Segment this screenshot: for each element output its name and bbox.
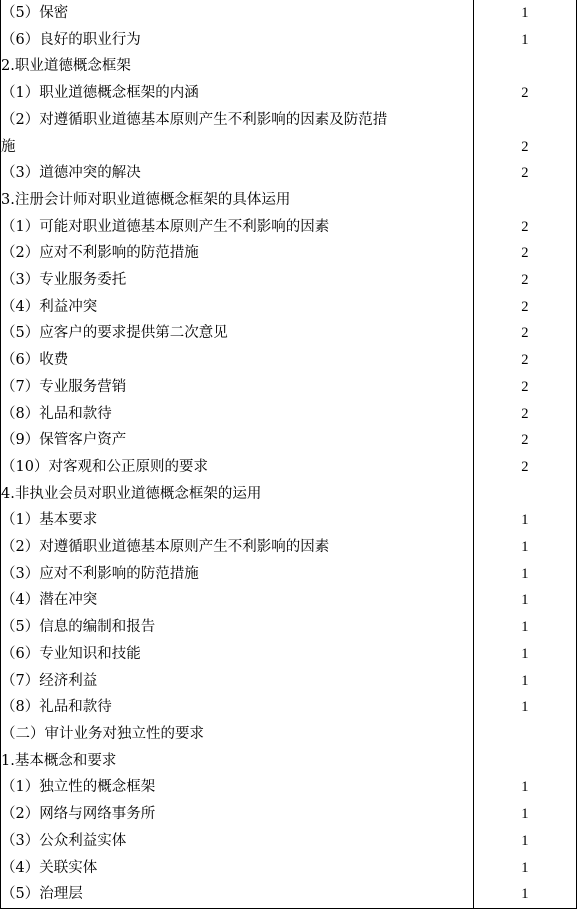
level-value: 1 xyxy=(473,561,576,588)
section-heading: （二）审计业务对独立性的要求 xyxy=(1,721,474,748)
table-row xyxy=(1,347,577,374)
topic-item: （5）应客户的要求提供第二次意见 xyxy=(1,320,474,347)
level-value: 1 xyxy=(473,668,576,695)
level-value: 1 xyxy=(473,0,576,27)
table-row xyxy=(1,614,577,641)
topic-item: （1）职业道德概念框架的内涵 xyxy=(1,80,474,107)
level-value: 2 xyxy=(473,374,576,401)
level-value: 1 xyxy=(473,801,576,828)
level-value: 1 xyxy=(473,27,576,54)
level-value: 2 xyxy=(473,427,576,454)
topic-item: （4）关联实体 xyxy=(1,855,474,882)
topic-item: （5）保密 xyxy=(1,0,474,27)
table-row xyxy=(1,0,577,27)
level-value xyxy=(473,53,576,80)
table-row xyxy=(1,694,577,721)
topic-item: （2）对遵循职业道德基本原则产生不利影响的因素 xyxy=(1,534,474,561)
level-value: 2 xyxy=(473,80,576,107)
level-value: 2 xyxy=(473,134,576,161)
level-value xyxy=(473,748,576,775)
table-row xyxy=(1,454,577,481)
topic-item: （7）经济利益 xyxy=(1,668,474,695)
level-value: 2 xyxy=(473,294,576,321)
level-value: 2 xyxy=(473,240,576,267)
level-value: 2 xyxy=(473,320,576,347)
topic-item: （2）对遵循职业道德基本原则产生不利影响的因素及防范措 xyxy=(1,107,474,134)
level-value: 2 xyxy=(473,214,576,241)
table-row xyxy=(1,774,577,801)
table-row xyxy=(1,107,577,134)
topic-item: （4）潜在冲突 xyxy=(1,587,474,614)
level-value: 1 xyxy=(473,614,576,641)
topic-item: （3）道德冲突的解决 xyxy=(1,160,474,187)
table-row xyxy=(1,294,577,321)
topic-item: （5）信息的编制和报告 xyxy=(1,614,474,641)
level-value xyxy=(473,481,576,508)
table-row xyxy=(1,801,577,828)
table-row xyxy=(1,214,577,241)
topic-item: （5）治理层 xyxy=(1,881,474,908)
level-value: 2 xyxy=(473,454,576,481)
level-value: 1 xyxy=(473,641,576,668)
level-value xyxy=(473,187,576,214)
table-row xyxy=(1,507,577,534)
level-value xyxy=(473,107,576,134)
syllabus-table-body xyxy=(1,0,577,908)
table-row xyxy=(1,748,577,775)
level-value: 1 xyxy=(473,587,576,614)
level-value: 1 xyxy=(473,855,576,882)
table-row xyxy=(1,187,577,214)
level-value: 2 xyxy=(473,347,576,374)
topic-item: （2）应对不利影响的防范措施 xyxy=(1,240,474,267)
level-value: 1 xyxy=(473,881,576,908)
topic-item: （6）良好的职业行为 xyxy=(1,27,474,54)
table-row xyxy=(1,587,577,614)
level-value: 1 xyxy=(473,507,576,534)
section-heading: 3.注册会计师对职业道德概念框架的具体运用 xyxy=(1,187,474,214)
topic-item: 施 xyxy=(1,134,474,161)
table-row xyxy=(1,427,577,454)
topic-item: （3）应对不利影响的防范措施 xyxy=(1,561,474,588)
table-row xyxy=(1,534,577,561)
table-row xyxy=(1,267,577,294)
level-value: 2 xyxy=(473,401,576,428)
table-row xyxy=(1,561,577,588)
table-row xyxy=(1,881,577,908)
topic-item: （6）收费 xyxy=(1,347,474,374)
section-heading: 4.非执业会员对职业道德概念框架的运用 xyxy=(1,481,474,508)
topic-item: （1）可能对职业道德基本原则产生不利影响的因素 xyxy=(1,214,474,241)
level-value: 1 xyxy=(473,694,576,721)
level-value: 1 xyxy=(473,828,576,855)
table-row xyxy=(1,320,577,347)
level-value: 1 xyxy=(473,534,576,561)
topic-item: （4）利益冲突 xyxy=(1,294,474,321)
topic-item: （8）礼品和款待 xyxy=(1,401,474,428)
section-heading: 2.职业道德概念框架 xyxy=(1,53,474,80)
table-row xyxy=(1,374,577,401)
table-row xyxy=(1,134,577,161)
table-row xyxy=(1,27,577,54)
table-row xyxy=(1,641,577,668)
table-row xyxy=(1,53,577,80)
table-row xyxy=(1,828,577,855)
table-row xyxy=(1,401,577,428)
level-value: 2 xyxy=(473,267,576,294)
topic-item: （8）礼品和款待 xyxy=(1,694,474,721)
topic-item: （1）独立性的概念框架 xyxy=(1,774,474,801)
topic-item: （1）基本要求 xyxy=(1,507,474,534)
topic-item: （3）专业服务委托 xyxy=(1,267,474,294)
table-row xyxy=(1,240,577,267)
section-heading: 1.基本概念和要求 xyxy=(1,748,474,775)
table-row xyxy=(1,668,577,695)
topic-item: （7）专业服务营销 xyxy=(1,374,474,401)
table-row xyxy=(1,160,577,187)
topic-item: （3）公众利益实体 xyxy=(1,828,474,855)
topic-item: （6）专业知识和技能 xyxy=(1,641,474,668)
table-row xyxy=(1,721,577,748)
topic-item: （2）网络与网络事务所 xyxy=(1,801,474,828)
topic-item: （10）对客观和公正原则的要求 xyxy=(1,454,474,481)
table-row xyxy=(1,481,577,508)
table-row xyxy=(1,80,577,107)
table-row xyxy=(1,855,577,882)
level-value: 1 xyxy=(473,774,576,801)
level-value xyxy=(473,721,576,748)
level-value: 2 xyxy=(473,160,576,187)
topic-item: （9）保管客户资产 xyxy=(1,427,474,454)
